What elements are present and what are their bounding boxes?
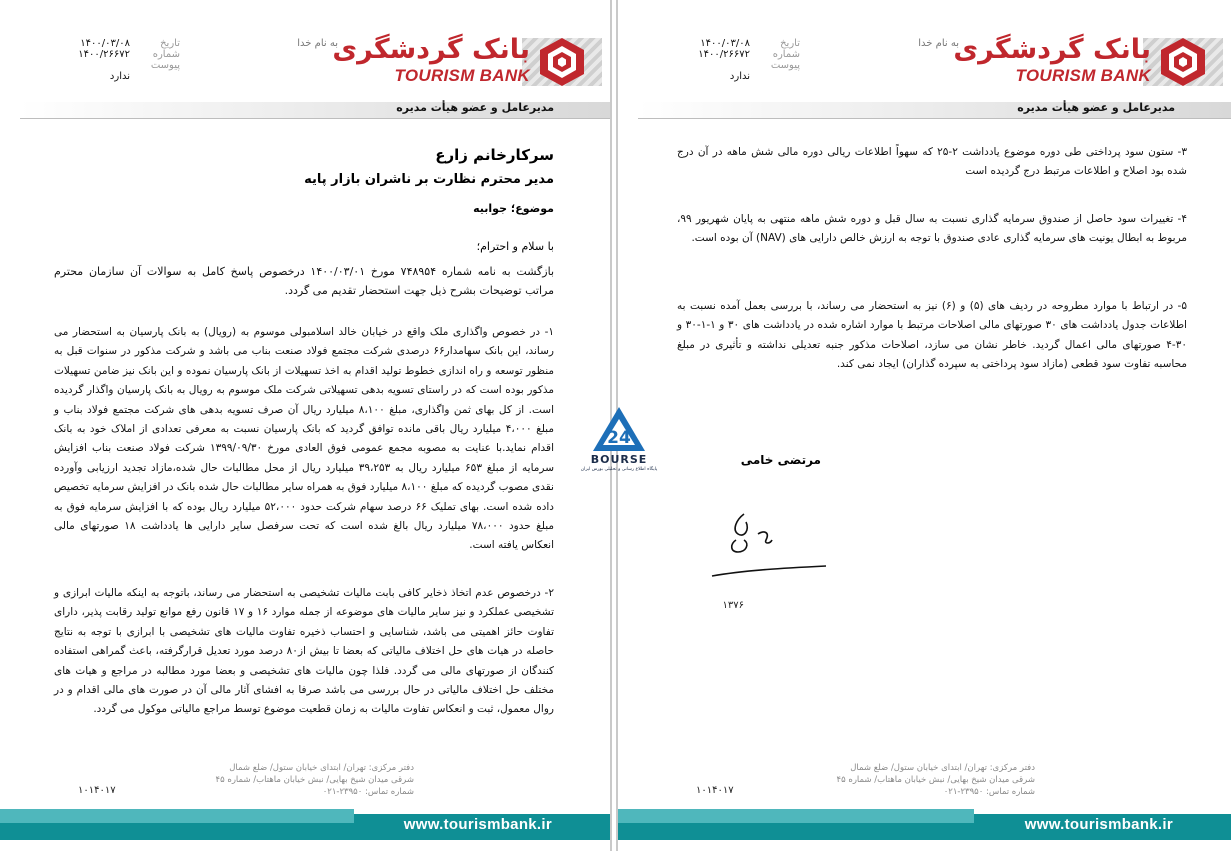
- attachment-value: ندارد: [729, 71, 750, 82]
- basmala: به نام خدا: [297, 38, 338, 49]
- signer-name: مرتضی خامی: [740, 453, 821, 467]
- date-label: تاریخ: [160, 38, 180, 49]
- watermark-brand: BOURSE: [590, 453, 648, 466]
- number-value: ۱۴۰۰/۲۶۶۷۲: [78, 49, 130, 60]
- signature-year: ۱۳۷۶: [722, 600, 744, 611]
- bank-name-en: TOURISM BANK: [394, 66, 530, 85]
- letter-meta: [60, 38, 180, 80]
- number-value: ۱۴۰۰/۲۶۶۷۲: [698, 49, 750, 60]
- address-line-3: شماره تماس: ۲۳۹۵۰-۰۲۱: [943, 787, 1035, 797]
- watermark-tagline: پایگاه اطلاع رسانی و تحلیلی بورس ایران: [580, 467, 658, 472]
- letter-page-2: [618, 0, 1231, 851]
- date-value: ۱۴۰۰/۰۳/۰۸: [700, 38, 750, 49]
- bourse24-logo-icon: [591, 405, 647, 453]
- bank-logo: [953, 34, 1223, 90]
- bank-logo-icon: [1157, 36, 1209, 88]
- footer-address: [174, 762, 414, 798]
- addressee: سرکارخانم زارع: [435, 146, 554, 164]
- address-line-2: شرقی میدان شیخ بهایی/ نبش خیابان ماهتاب/ شماره ۴۵: [215, 775, 414, 785]
- paragraph-2: ۲- درخصوص عدم اتخاذ ذخایر کافی بابت مالیات تشخیصی به استحضار می رساند، باتوجه به اینکه مالیات ابرازی و تشخیصی عملکرد و نیز سایر مالیات های موضوعه از جمله موارد ۱۶ و ۱۷ قانون رفع موانع تولید رقابت پذیر، دارای تفاوت حائز اهمیتی می باشد، شناسایی و احتساب ذخیره تفاوت مالیات های تشخیصی با ابرازی با توجه به نتایج حاصله در هیات های حل اختلاف مالیاتی که بعضا تا بیش از۸۰ درصد مورد تعدیل قرارگرفته، باعث گمراهی استفاده کنندگان از صورتهای مالی می گردد. فلذا چون مالیات های تشخیصی و بعضا مورد مطالبه در مراجع و هیات های مختلف حل اختلاف مالیاتی در حال بررسی می باشد صرفا به افشای آثار مالی آن در صورت های مالی اقدام و در روال معمول، ثبت و انعکاس تفاوت مالیات به زمان قطعیت موضوع توسط مراجع مالیاتی موکول می گردد.: [54, 587, 554, 716]
- bank-name-fa: بانک گردشگری: [332, 34, 530, 65]
- address-line-2: شرقی میدان شیخ بهایی/ نبش خیابان ماهتاب/ شماره ۴۵: [836, 775, 1035, 785]
- department-title: مدیرعامل و عضو هیأت مدیره: [1017, 101, 1175, 114]
- footer-address: [795, 762, 1035, 798]
- bourse24-watermark: [574, 405, 664, 483]
- attachment-label: پیوست: [150, 60, 180, 71]
- intro-paragraph: بازگشت به نامه شماره ۷۴۸۹۵۴ مورخ ۱۴۰۰/۰۳/۰۱ درخصوص پاسخ کامل به سوالات آن سازمان محترم مراتب توضیحات بشرح ذیل جهت استحضار تقدیم می گردد.: [54, 265, 554, 297]
- department-band: [638, 96, 1231, 124]
- department-title: مدیرعامل و عضو هیأت مدیره: [396, 101, 554, 114]
- paragraph-5: ۵- در ارتباط با موارد مطروحه در ردیف های (۵) و (۶) نیز به استحضار می رساند، با بررسی بعمل آمده نسبت به اطلاعات جدول یادداشت های ۳۰ صورتهای مالی اصلاحات مرتبط با موارد اشاره شده در یادداشت های ۳۰ و ۱-۱-۳۰ و ۳۰-۴ صورتهای مالی اعمال گردید. خاطر نشان می سازد، اصلاحات مذکور جنبه تعدیلی نداشته و تأثیری در مبلغ محاسبه تفاوت سود قطعی (مازاد سود پرداختی به سپرده گذاران) ایجاد نمی کند.: [677, 300, 1187, 371]
- addressee-title: مدیر محترم نظارت بر ناشران بازار پایه: [304, 172, 554, 187]
- address-line-3: شماره تماس: ۲۳۹۵۰-۰۲۱: [322, 787, 414, 797]
- paragraph-3: ۳- ستون سود پرداختی طی دوره موضوع یادداشت ۲-۲۵ که سهواً اطلاعات ریالی دوره مالی شش ماهه در آن درج شده بود اصلاح و اطلاعات مرتبط درج گردیده است: [677, 146, 1187, 178]
- date-label: تاریخ: [780, 38, 800, 49]
- postal-code: ۱۰۱۴۰۱۷: [696, 785, 734, 796]
- footer-bar: [0, 806, 610, 840]
- paragraph-1: ۱- در خصوص واگذاری ملک واقع در خیابان خالد اسلامبولی موسوم به (رویال) به بانک پارسیان به استحضار می رساند، این بانک سهامدار۶۶ درصدی شرکت مجتمع فولاد صنعت بناب می باشد و شرکت مذکور در سنوات قبل به منظور توسعه و راه اندازی خطوط تولید اقدام به اخذ تسهیلات از بانک پارسیان نموده و این بانک نیز ضامن تسهیلات مذکور بوده است که در راستای تسویه بدهی تسهیلاتی شرکت ملک موسوم به رویال به بانک پارسیان واگذار گردیده است. از کل بهای ثمن واگذاری، مبلغ ۸،۱۰۰ میلیارد ریال آن صرف تسویه بدهی های شرکت مجتمع فولاد بناب و مبلغ ۴،۰۰۰ میلیارد ریال باقی مانده توافق گردید که بانک پارسیان نسبت به معرفی تعدادی از املاک خود به بانک اقدام نماید.با عنایت به مصوبه مجمع عمومی فوق العادی مورخ ۱۳۹۹/۰۹/۳۰ شرکت فولاد صنعت بناب افزایش سرمایه از مبلغ ۶۵۳ میلیارد ریال به ۳۹،۲۵۳ میلیارد ریال از محل مطالبات حال شده،مازاد تجدید ارزیابی وآورده نقدی مصوب گردیده که مبلغ ۸،۱۰۰ میلیارد فوق به همراه سایر مطالبات حال شده بانک در افزایش سرمایه تخصیص داده شده است. بهای تملیک ۶۶ درصد سهام شرکت حدود ۵۲،۰۰۰ میلیارد ریال بوده که با افزایش سرمایه فوق به مبلغ حدود ۷۸،۰۰۰ میلیارد ریال بالغ شده است که تحت سرفصل سایر دارایی ها یادداشت ۱۸ صورتهای مالی انعکاس یافته است.: [54, 326, 555, 552]
- svg-text:24: 24: [607, 428, 631, 448]
- paragraph-4: ۴- تغییرات سود حاصل از صندوق سرمایه گذاری نسبت به سال قبل و دوره شش ماهه منتهی به پایان شهریور ۹۹، مربوط به ابطال یونیت های سرمایه گذاری عادی صندوق با توجه به ارزش خالص دارایی های (NAV) آن بوده است.: [677, 213, 1187, 245]
- bank-name-en: TOURISM BANK: [1015, 66, 1151, 85]
- letter-page-1: [0, 0, 610, 851]
- website-link[interactable]: www.tourismbank.ir: [1024, 816, 1173, 833]
- letter-meta: [680, 38, 800, 80]
- greeting: با سلام و احترام؛: [476, 240, 554, 253]
- bank-logo-icon: [536, 36, 588, 88]
- handwritten-signature: [706, 500, 831, 590]
- number-label: شماره: [152, 49, 180, 60]
- bank-logo: [332, 34, 602, 90]
- address-line-1: دفتر مرکزی: تهران/ ابتدای خیابان ستول/ ضلع شمال: [229, 763, 414, 773]
- postal-code: ۱۰۱۴۰۱۷: [78, 785, 116, 796]
- attachment-value: ندارد: [109, 71, 130, 82]
- subject: موضوع؛ جوابیه: [473, 202, 554, 215]
- date-value: ۱۴۰۰/۰۳/۰۸: [80, 38, 130, 49]
- department-band: [20, 96, 610, 124]
- footer-bar: [618, 806, 1231, 840]
- address-line-1: دفتر مرکزی: تهران/ ابتدای خیابان ستول/ ضلع شمال: [850, 763, 1035, 773]
- attachment-label: پیوست: [770, 60, 800, 71]
- basmala: به نام خدا: [918, 38, 959, 49]
- number-label: شماره: [772, 49, 800, 60]
- website-link[interactable]: www.tourismbank.ir: [403, 816, 552, 833]
- bank-name-fa: بانک گردشگری: [953, 34, 1151, 65]
